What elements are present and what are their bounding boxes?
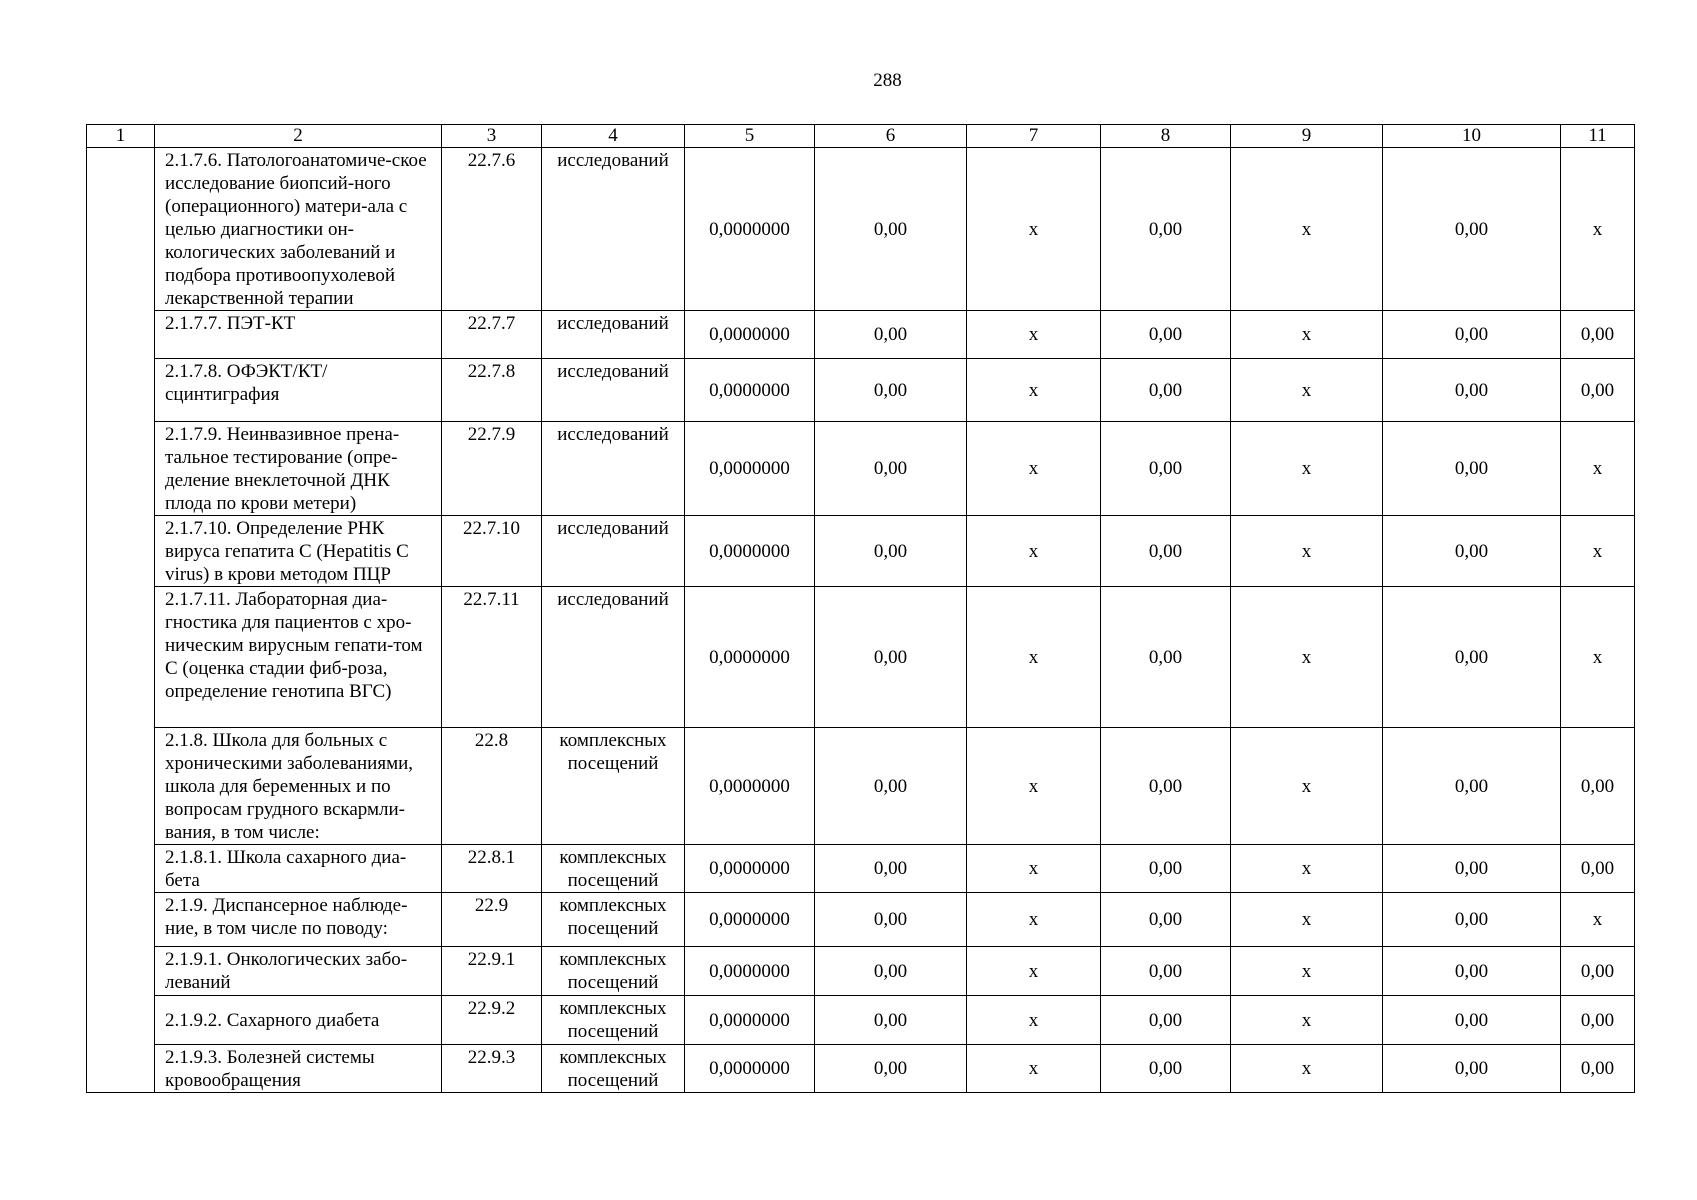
- cell-col8: 0,00: [1101, 422, 1231, 516]
- cell-col9: х: [1231, 516, 1383, 587]
- row-name: 2.1.9.2. Сахарного диабета: [155, 996, 442, 1045]
- cell-col7: х: [967, 422, 1101, 516]
- row-name: 2.1.9. Диспансерное наблюде-ние, в том числе по поводу:: [155, 893, 442, 947]
- cell-col11: х: [1561, 516, 1635, 587]
- cell-col10: 0,00: [1383, 587, 1561, 728]
- row-unit: комплексных посещений: [542, 893, 685, 947]
- column-header: 8: [1101, 125, 1231, 148]
- cell-col11: х: [1561, 148, 1635, 311]
- row-code: 22.9.2: [442, 996, 542, 1045]
- cell-col11: 0,00: [1561, 1045, 1635, 1093]
- column-header: 3: [442, 125, 542, 148]
- cell-col6: 0,00: [815, 728, 967, 845]
- cell-col9: х: [1231, 422, 1383, 516]
- table-row: [87, 996, 1635, 1045]
- column-header: 4: [542, 125, 685, 148]
- table-row: [87, 1045, 1635, 1093]
- cell-col6: 0,00: [815, 845, 967, 893]
- table-row: [87, 359, 1635, 422]
- cell-col7: х: [967, 845, 1101, 893]
- cell-col10: 0,00: [1383, 728, 1561, 845]
- column-header: 9: [1231, 125, 1383, 148]
- column-header: 1: [87, 125, 155, 148]
- cell-col11: х: [1561, 587, 1635, 728]
- cell-col5: 0,0000000: [685, 359, 815, 422]
- cell-col11: 0,00: [1561, 311, 1635, 359]
- cell-col6: 0,00: [815, 893, 967, 947]
- cell-col6: 0,00: [815, 359, 967, 422]
- cell-col9: х: [1231, 148, 1383, 311]
- table-row: [87, 311, 1635, 359]
- cell-col7: х: [967, 728, 1101, 845]
- column-header: 10: [1383, 125, 1561, 148]
- column-header: 11: [1561, 125, 1635, 148]
- cell-col7: х: [967, 1045, 1101, 1093]
- cell-col10: 0,00: [1383, 1045, 1561, 1093]
- column-header: 6: [815, 125, 967, 148]
- cell-col6: 0,00: [815, 1045, 967, 1093]
- cell-col8: 0,00: [1101, 996, 1231, 1045]
- row-code: 22.7.6: [442, 148, 542, 311]
- row-name: 2.1.8. Школа для больных с хроническими заболеваниями, школа для беременных и по вопросам грудного вскармли-вания, в том числе:: [155, 728, 442, 845]
- cell-col5: 0,0000000: [685, 1045, 815, 1093]
- cell-col8: 0,00: [1101, 587, 1231, 728]
- cell-col9: х: [1231, 947, 1383, 996]
- row-code: 22.9.3: [442, 1045, 542, 1093]
- row-unit: комплексных посещений: [542, 1045, 685, 1093]
- cell-col8: 0,00: [1101, 893, 1231, 947]
- cell-col10: 0,00: [1383, 148, 1561, 311]
- cell-col5: 0,0000000: [685, 422, 815, 516]
- cell-col11: 0,00: [1561, 947, 1635, 996]
- cell-col10: 0,00: [1383, 311, 1561, 359]
- row-name: 2.1.7.11. Лабораторная диа-гностика для пациентов с хро-ническим вирусным гепати-том С (оценка стадии фиб-роза, определение генотипа ВГС): [155, 587, 442, 728]
- cell-col10: 0,00: [1383, 516, 1561, 587]
- column-header: 2: [155, 125, 442, 148]
- cell-col5: 0,0000000: [685, 996, 815, 1045]
- table-row: [87, 845, 1635, 893]
- document-table: [86, 124, 1635, 1093]
- row-code: 22.8: [442, 728, 542, 845]
- row-code: 22.7.7: [442, 311, 542, 359]
- row-unit: комплексных посещений: [542, 996, 685, 1045]
- cell-col10: 0,00: [1383, 359, 1561, 422]
- cell-col7: х: [967, 311, 1101, 359]
- cell-col5: 0,0000000: [685, 516, 815, 587]
- cell-col9: х: [1231, 311, 1383, 359]
- cell-col8: 0,00: [1101, 947, 1231, 996]
- table-row: [87, 728, 1635, 845]
- cell-col11: х: [1561, 422, 1635, 516]
- row-name: 2.1.7.10. Определение РНК вируса гепатита С (Hepatitis C virus) в крови методом ПЦР: [155, 516, 442, 587]
- cell-col6: 0,00: [815, 311, 967, 359]
- row-name: 2.1.7.9. Неинвазивное прена-тальное тестирование (опре-деление внеклеточной ДНК плода по крови метери): [155, 422, 442, 516]
- cell-col8: 0,00: [1101, 311, 1231, 359]
- cell-col9: х: [1231, 845, 1383, 893]
- cell-col8: 0,00: [1101, 728, 1231, 845]
- row-code: 22.7.10: [442, 516, 542, 587]
- cell-col8: 0,00: [1101, 148, 1231, 311]
- row-name: 2.1.7.6. Патологоанатомиче-ское исследование биопсий-ного (операционного) матери-ала с целью диагностики он-кологических заболеваний и подбора противоопухолевой лекарственной терапии: [155, 148, 442, 311]
- cell-col5: 0,0000000: [685, 311, 815, 359]
- cell-col7: х: [967, 947, 1101, 996]
- cell-col5: 0,0000000: [685, 947, 815, 996]
- cell-col10: 0,00: [1383, 947, 1561, 996]
- row-code: 22.9: [442, 893, 542, 947]
- cell-col9: х: [1231, 1045, 1383, 1093]
- cell-col6: 0,00: [815, 996, 967, 1045]
- cell-col11: 0,00: [1561, 728, 1635, 845]
- cell-col6: 0,00: [815, 587, 967, 728]
- cell-col5: 0,0000000: [685, 893, 815, 947]
- page-number: 288: [873, 70, 902, 91]
- cell-col6: 0,00: [815, 422, 967, 516]
- cell-col7: х: [967, 516, 1101, 587]
- table-row: [87, 893, 1635, 947]
- row-code: 22.7.9: [442, 422, 542, 516]
- row-unit: комплексных посещений: [542, 845, 685, 893]
- cell-col6: 0,00: [815, 148, 967, 311]
- column-header: 5: [685, 125, 815, 148]
- cell-col9: х: [1231, 587, 1383, 728]
- row-name: 2.1.9.3. Болезней системы кровообращения: [155, 1045, 442, 1093]
- cell-col8: 0,00: [1101, 845, 1231, 893]
- table-row: [87, 947, 1635, 996]
- column-number-row: [87, 125, 1635, 148]
- cell-col7: х: [967, 996, 1101, 1045]
- cell-col9: х: [1231, 996, 1383, 1045]
- cell-col7: х: [967, 893, 1101, 947]
- first-column-cell: [87, 148, 155, 1093]
- cell-col5: 0,0000000: [685, 148, 815, 311]
- cell-col9: х: [1231, 728, 1383, 845]
- row-code: 22.8.1: [442, 845, 542, 893]
- table-row: [87, 148, 1635, 311]
- row-unit: исследований: [542, 587, 685, 728]
- table-row: [87, 516, 1635, 587]
- cell-col5: 0,0000000: [685, 728, 815, 845]
- cell-col7: х: [967, 359, 1101, 422]
- cell-col11: 0,00: [1561, 996, 1635, 1045]
- cell-col10: 0,00: [1383, 996, 1561, 1045]
- cell-col11: 0,00: [1561, 359, 1635, 422]
- row-unit: исследований: [542, 311, 685, 359]
- cell-col8: 0,00: [1101, 516, 1231, 587]
- row-code: 22.7.11: [442, 587, 542, 728]
- cell-col6: 0,00: [815, 516, 967, 587]
- cell-col10: 0,00: [1383, 845, 1561, 893]
- row-unit: комплексных посещений: [542, 947, 685, 996]
- row-unit: исследований: [542, 148, 685, 311]
- cell-col8: 0,00: [1101, 359, 1231, 422]
- cell-col6: 0,00: [815, 947, 967, 996]
- table-row: [87, 422, 1635, 516]
- row-name: 2.1.8.1. Школа сахарного диа-бета: [155, 845, 442, 893]
- row-name: 2.1.7.8. ОФЭКТ/КТ/сцинтиграфия: [155, 359, 442, 422]
- row-unit: исследований: [542, 422, 685, 516]
- row-unit: комплексных посещений: [542, 728, 685, 845]
- row-name: 2.1.7.7. ПЭТ-КТ: [155, 311, 442, 359]
- cell-col10: 0,00: [1383, 422, 1561, 516]
- row-code: 22.9.1: [442, 947, 542, 996]
- cell-col11: х: [1561, 893, 1635, 947]
- row-unit: исследований: [542, 359, 685, 422]
- table-row: [87, 587, 1635, 728]
- row-name: 2.1.9.1. Онкологических забо-леваний: [155, 947, 442, 996]
- cell-col5: 0,0000000: [685, 845, 815, 893]
- cell-col11: 0,00: [1561, 845, 1635, 893]
- cell-col7: х: [967, 587, 1101, 728]
- cell-col9: х: [1231, 893, 1383, 947]
- cell-col5: 0,0000000: [685, 587, 815, 728]
- cell-col7: х: [967, 148, 1101, 311]
- row-code: 22.7.8: [442, 359, 542, 422]
- column-header: 7: [967, 125, 1101, 148]
- cell-col9: х: [1231, 359, 1383, 422]
- cell-col8: 0,00: [1101, 1045, 1231, 1093]
- row-unit: исследований: [542, 516, 685, 587]
- cell-col10: 0,00: [1383, 893, 1561, 947]
